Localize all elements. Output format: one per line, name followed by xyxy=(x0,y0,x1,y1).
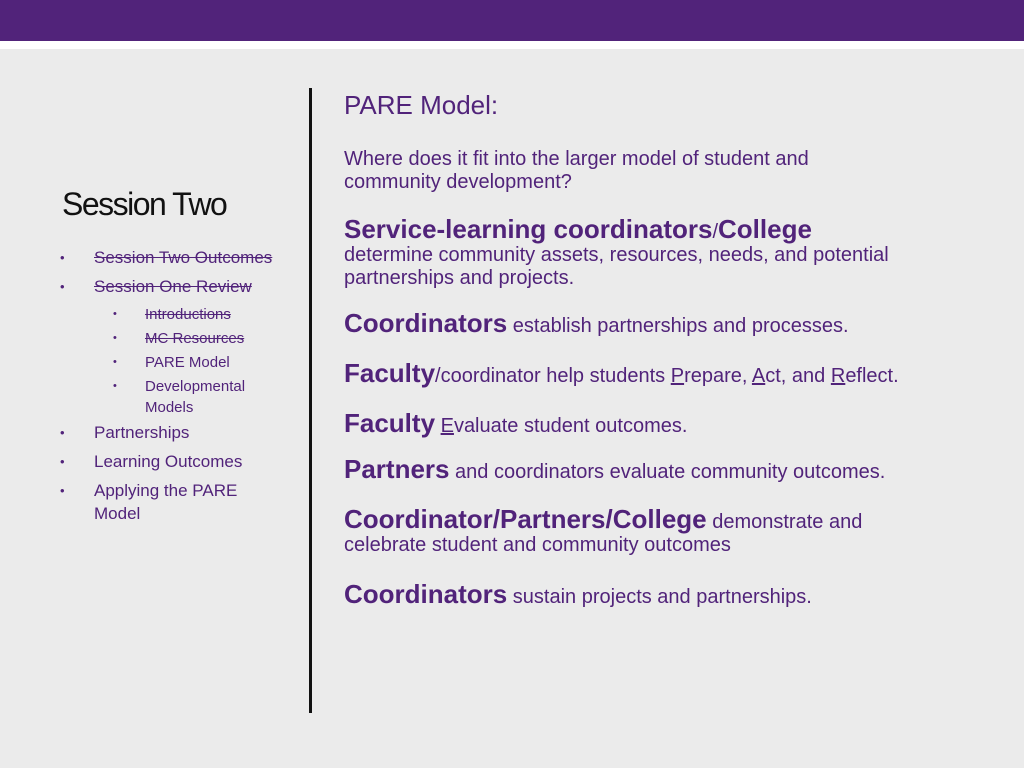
bullet-icon: • xyxy=(113,356,117,368)
bullet-icon: • xyxy=(60,454,65,469)
outline-item: • Applying the PARE Model xyxy=(60,481,238,523)
content-panel xyxy=(344,90,1004,609)
bullet-icon: • xyxy=(60,425,65,440)
outline-item: • Session Two Outcomes xyxy=(60,248,273,267)
header-bar xyxy=(0,0,1024,41)
header-separator xyxy=(0,41,1024,49)
paragraph-faculty-prepare: Faculty/coordinator help students Prepare, Act, and Reflect. xyxy=(344,358,899,388)
paragraph-sustain: Coordinators sustain projects and partnerships. xyxy=(344,579,812,609)
outline-list xyxy=(60,246,310,531)
bullet-icon: • xyxy=(60,250,65,265)
slide-title: Session Two xyxy=(62,186,227,222)
outline-subitem: • PARE Model xyxy=(113,354,230,371)
vertical-divider xyxy=(309,88,312,713)
bullet-icon: • xyxy=(113,332,117,344)
paragraph-service-learning: Service-learning coordinators/College determine community assets, resources, needs, and potential partnerships and projects. xyxy=(344,214,889,289)
paragraph-faculty-evaluate: Faculty Evaluate student outcomes. xyxy=(344,408,688,438)
outline-item: • Partnerships xyxy=(60,423,190,442)
outline-subitem: • MC Resources xyxy=(113,330,245,347)
outline-subitem: • Developmental Models xyxy=(113,378,246,416)
outline-item: • Session One Review xyxy=(60,277,252,296)
question-text: Where does it fit into the larger model of student and community development? xyxy=(344,148,809,193)
paragraph-coordinators: Coordinators establish partnerships and processes. xyxy=(344,308,849,338)
paragraph-celebrate: Coordinator/Partners/College demonstrate and celebrate student and community outcomes xyxy=(344,504,863,556)
outline-item: • Learning Outcomes xyxy=(60,452,243,471)
bullet-icon: • xyxy=(60,279,65,294)
bullet-icon: • xyxy=(113,380,117,392)
bullet-icon: • xyxy=(60,483,65,498)
content-heading: PARE Model: xyxy=(344,90,499,120)
paragraph-partners: Partners and coordinators evaluate community outcomes. xyxy=(344,454,886,484)
bullet-icon: • xyxy=(113,308,117,320)
outline-subitem: • Introductions xyxy=(113,306,231,323)
